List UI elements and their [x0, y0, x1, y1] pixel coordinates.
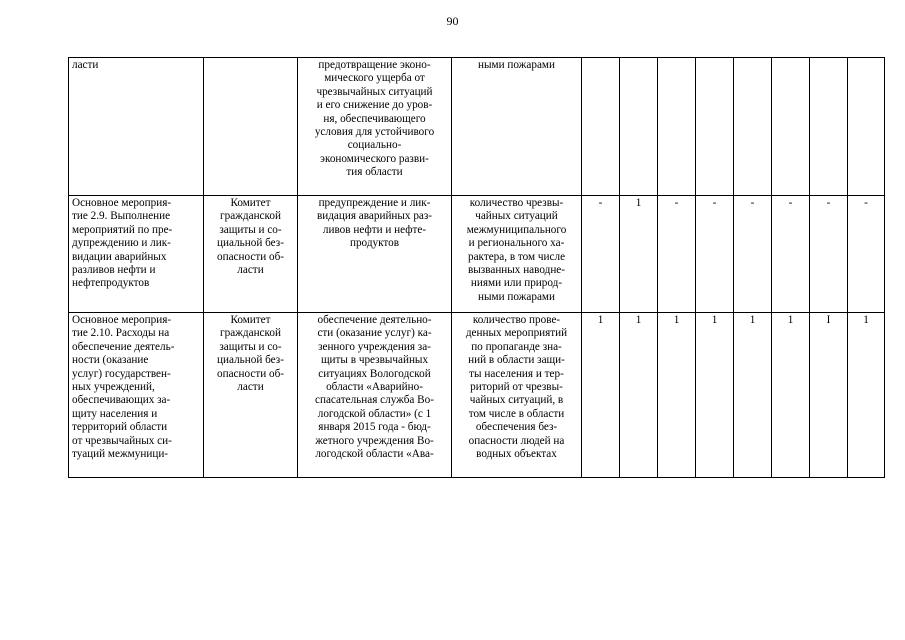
- value-cell: [772, 58, 810, 196]
- value-cell: 1: [620, 196, 658, 313]
- cell-text-line: предупреждение и лик-: [318, 197, 431, 209]
- cell-text-line: от чрезвычайных си-: [72, 434, 172, 447]
- value-cell: -: [772, 196, 810, 313]
- cell-text-line: дупреждению и лик-: [72, 237, 171, 250]
- cell-text-line: ласти: [237, 264, 264, 277]
- cell-text-line: нефтепродуктов: [72, 277, 150, 290]
- cell-text-line: сти (оказание услуг) ка-: [317, 327, 432, 340]
- cell-text-line: ласти: [72, 59, 99, 71]
- value-cell: [582, 58, 620, 196]
- activity-name-cell: [69, 313, 204, 478]
- cell-text-line: обеспечение деятельно-: [317, 314, 432, 326]
- cell-text-line: опасности об-: [216, 250, 285, 263]
- cell-text-line: по пропаганде зна-: [471, 340, 562, 353]
- cell-text-line: социально-: [347, 139, 402, 152]
- cell-text-line: и регионального ха-: [468, 237, 565, 250]
- cell-text-line: ласти: [237, 381, 264, 394]
- cell-text-line: ных учреждений,: [72, 381, 155, 394]
- cell-text-line: предотвращение эконо-: [318, 59, 431, 71]
- table-row: [69, 313, 885, 478]
- cell-text-line: Основное мероприя-: [72, 314, 172, 326]
- value-cell: 1: [772, 313, 810, 478]
- executor-cell: [204, 313, 298, 478]
- indicator-cell: [452, 196, 582, 313]
- value-cell: -: [658, 196, 696, 313]
- value-cell: -: [582, 196, 620, 313]
- cell-text-line: услуг) государствен-: [72, 367, 171, 380]
- cell-text-line: ными пожарами: [478, 59, 555, 71]
- indicator-cell: [452, 58, 582, 196]
- cell-text-line: чайных ситуаций, в: [469, 394, 564, 407]
- cell-text-line: гражданской: [220, 210, 281, 223]
- indicator-cell: [452, 313, 582, 478]
- value-cell: -: [734, 196, 772, 313]
- cell-text-line: водных объектах: [476, 448, 557, 461]
- value-cell: 1: [658, 313, 696, 478]
- executor-cell: [204, 58, 298, 196]
- cell-text-line: ты населения и тер-: [469, 367, 564, 380]
- table-row: [69, 58, 885, 196]
- cell-text-line: продуктов: [349, 237, 400, 250]
- cell-text-line: циальной без-: [217, 354, 284, 367]
- cell-text-line: чрезвычайных ситуаций: [316, 85, 433, 98]
- value-cell: 1: [848, 313, 885, 478]
- cell-text-line: риторий от чрезвы-: [470, 381, 563, 394]
- value-cell: -: [848, 196, 885, 313]
- table-row: [69, 196, 885, 313]
- expected-result-cell: [298, 313, 452, 478]
- cell-text-line: щиту населения и: [72, 407, 158, 420]
- cell-text-line: ситуациях Вологодской: [318, 367, 431, 380]
- cell-text-line: туаций межмуници-: [72, 448, 169, 461]
- cell-text-line: условия для устойчивого: [314, 126, 435, 139]
- cell-text-line: ными пожарами: [478, 290, 555, 303]
- cell-text-line: защиты и со-: [219, 340, 282, 353]
- value-cell: [810, 58, 848, 196]
- cell-text-line: видация аварийных раз-: [316, 210, 433, 223]
- cell-text-line: щиты в чрезвычайных: [320, 354, 429, 367]
- cell-text-line: количество чрезвы-: [469, 197, 564, 209]
- cell-text-line: рактера, в том числе: [467, 250, 566, 263]
- cell-text-line: тия области: [346, 166, 403, 179]
- activity-name-cell: [69, 196, 204, 313]
- value-cell: 1: [582, 313, 620, 478]
- cell-text-line: ливов нефти и нефте-: [322, 223, 427, 236]
- cell-text-line: чайных ситуаций: [475, 210, 558, 223]
- cell-text-line: и его снижение до уров-: [316, 99, 433, 112]
- executor-cell: [204, 196, 298, 313]
- cell-text-line: том числе в области: [468, 407, 565, 420]
- cell-text-line: ний в области защи-: [468, 354, 565, 367]
- cell-text-line: гражданской: [220, 327, 281, 340]
- cell-text-line: денных мероприятий: [465, 327, 568, 340]
- cell-text-line: жетного учреждения Во-: [315, 434, 434, 447]
- value-cell: 1: [734, 313, 772, 478]
- cell-text-line: вызванных наводне-: [468, 264, 565, 277]
- expected-result-cell: [298, 58, 452, 196]
- cell-text-line: экономического разви-: [320, 152, 429, 165]
- activities-table: [68, 57, 885, 478]
- cell-text-line: мероприятий по пре-: [72, 223, 173, 236]
- cell-text-line: спасательная служба Во-: [315, 394, 434, 407]
- cell-text-line: тие 2.9. Выполнение: [72, 210, 171, 223]
- cell-text-line: опасности людей на: [468, 434, 565, 447]
- cell-text-line: разливов нефти и: [72, 264, 156, 277]
- cell-text-line: зенного учреждения за-: [318, 340, 431, 353]
- cell-text-line: области «Аварийно-: [326, 381, 423, 394]
- value-cell: 1: [696, 313, 734, 478]
- activity-name-cell: [69, 58, 204, 196]
- cell-text-line: мического ущерба от: [324, 72, 425, 85]
- cell-text-line: обеспечивающих за-: [72, 394, 171, 407]
- cell-text-line: территорий области: [72, 421, 168, 434]
- cell-text-line: Комитет: [230, 314, 271, 326]
- expected-result-cell: [298, 196, 452, 313]
- cell-text-line: межмуниципального: [466, 223, 567, 236]
- cell-text-line: обеспечение деятель-: [72, 340, 175, 353]
- cell-text-line: Основное мероприя-: [72, 197, 172, 209]
- value-cell: [734, 58, 772, 196]
- cell-text-line: ня, обеспечивающего: [323, 112, 426, 125]
- page-number: 90: [446, 14, 459, 28]
- cell-text-line: защиты и со-: [219, 223, 282, 236]
- cell-text-line: логодской области» (с 1: [317, 407, 432, 420]
- cell-text-line: логодской области «Ава-: [315, 448, 434, 461]
- cell-text-line: опасности об-: [216, 367, 285, 380]
- value-cell: [658, 58, 696, 196]
- value-cell: [848, 58, 885, 196]
- value-cell: [696, 58, 734, 196]
- cell-text-line: обеспечения без-: [475, 421, 558, 434]
- cell-text-line: ниями или природ-: [470, 277, 563, 290]
- cell-text-line: ности (оказание: [72, 354, 149, 367]
- value-cell: -: [810, 196, 848, 313]
- value-cell: 1: [620, 313, 658, 478]
- cell-text-line: количество прове-: [472, 314, 561, 326]
- value-cell: I: [810, 313, 848, 478]
- value-cell: [620, 58, 658, 196]
- cell-text-line: Комитет: [230, 197, 271, 209]
- cell-text-line: тие 2.10. Расходы на: [72, 327, 170, 340]
- value-cell: -: [696, 196, 734, 313]
- cell-text-line: циальной без-: [217, 237, 284, 250]
- cell-text-line: видации аварийных: [72, 250, 167, 263]
- cell-text-line: января 2015 года - бюд-: [318, 421, 431, 434]
